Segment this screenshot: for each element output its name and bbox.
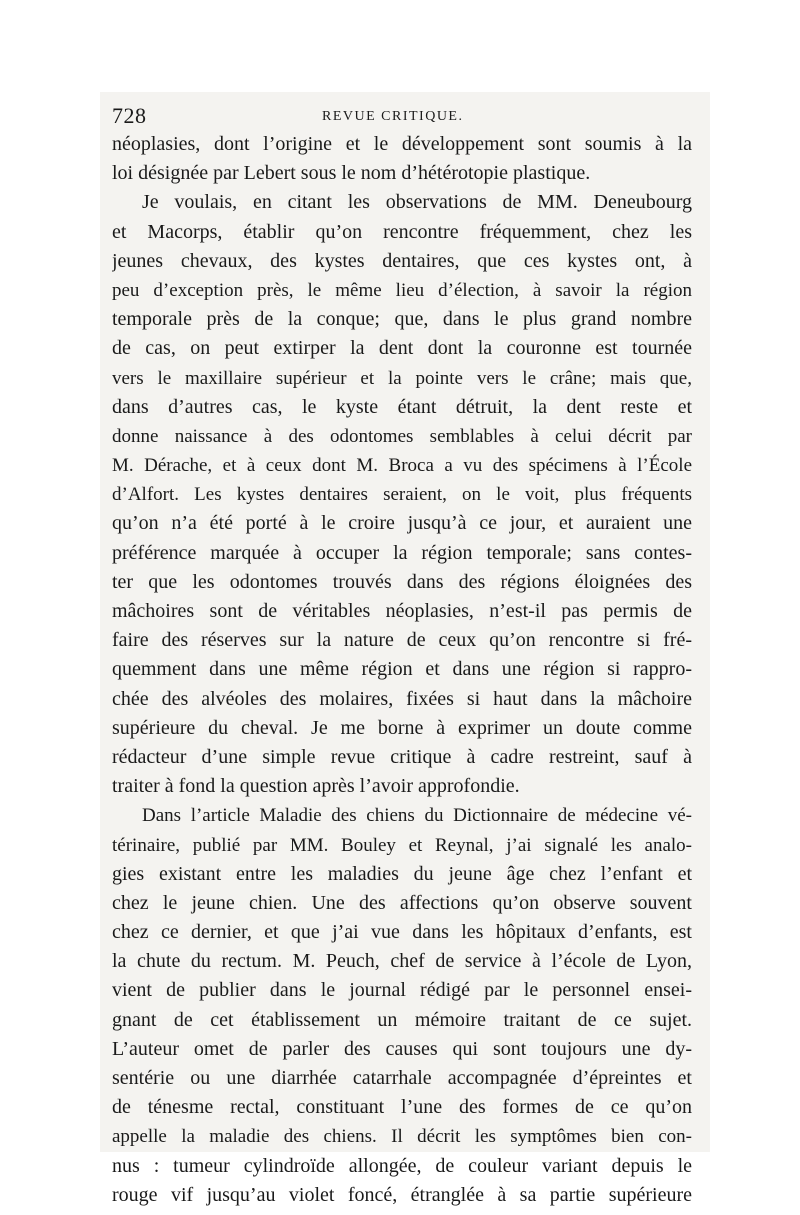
text-line: de cas, on peut extirper la dent dont la couronne est tournée <box>112 337 692 360</box>
text-line: dans d’autres cas, le kyste étant détruit, la dent reste et <box>112 395 692 418</box>
text-line: faire des réserves sur la nature de ceux qu’on rencontre si fré- <box>112 629 692 652</box>
text-line: rouge vif jusqu’au violet foncé, étranglée à sa partie supérieure <box>112 1183 692 1206</box>
text-line: Dans l’article Maladie des chiens du Dictionnaire de médecine vé- <box>142 805 692 827</box>
text-line: nus : tumeur cylindroïde allongée, de couleur variant depuis le <box>112 1154 692 1177</box>
text-line: chez le jeune chien. Une des affections qu’on observe souvent <box>112 891 692 914</box>
text-line: peu d’exception près, le même lieu d’élection, à savoir la région <box>112 279 692 301</box>
running-title: REVUE CRITIQUE. <box>322 109 464 124</box>
text-line: chez ce dernier, et que j’ai vue dans les hôpitaux d’enfants, est <box>112 921 692 944</box>
body-text <box>112 130 692 1210</box>
text-line: sentérie ou une diarrhée catarrhale accompagnée d’épreintes et <box>112 1067 692 1089</box>
text-line: supérieure du cheval. Je me borne à exprimer un doute comme <box>112 716 692 739</box>
text-line: gies existant entre les maladies du jeune âge chez l’enfant et <box>112 862 692 885</box>
text-line: temporale près de la conque; que, dans le plus grand nombre <box>112 308 692 331</box>
text-line: loi désignée par Lebert sous le nom d’hétérotopie plastique. <box>112 162 591 185</box>
text-line: la chute du rectum. M. Peuch, chef de service à l’école de Lyon, <box>112 950 692 973</box>
text-line: de ténesme rectal, constituant l’une des formes de ce qu’on <box>112 1096 692 1119</box>
text-line: d’Alfort. Les kystes dentaires seraient, on le voit, plus fréquents <box>112 484 692 506</box>
text-line: ter que les odontomes trouvés dans des régions éloignées des <box>112 570 692 593</box>
text-line: M. Dérache, et à ceux dont M. Broca a vu des spécimens à l’École <box>112 455 692 477</box>
text-line: jeunes chevaux, des kystes dentaires, que ces kystes ont, à <box>112 249 692 272</box>
text-line: appelle la maladie des chiens. Il décrit les symptômes bien con- <box>112 1126 692 1148</box>
text-line: vient de publier dans le journal rédigé par le personnel ensei- <box>112 979 692 1002</box>
text-line: traiter à fond la question après l’avoir approfondie. <box>112 775 520 798</box>
text-line: Je voulais, en citant les observations de MM. Deneubourg <box>142 191 692 214</box>
text-line: chée des alvéoles des molaires, fixées si haut dans la mâchoire <box>112 687 692 710</box>
text-line: vers le maxillaire supérieur et la pointe vers le crâne; mais que, <box>112 367 692 389</box>
text-line: donne naissance à des odontomes semblables à celui décrit par <box>112 425 692 447</box>
text-line: térinaire, publié par MM. Bouley et Reynal, j’ai signalé les analo- <box>112 834 692 856</box>
text-line: gnant de cet établissement un mémoire traitant de ce sujet. <box>112 1008 692 1031</box>
text-line: et Macorps, établir qu’on rencontre fréquemment, chez les <box>112 220 692 243</box>
text-line: qu’on n’a été porté à le croire jusqu’à ce jour, et auraient une <box>112 512 692 535</box>
text-line: préférence marquée à occuper la région temporale; sans contes- <box>112 541 692 564</box>
text-line: mâchoires sont de véritables néoplasies, n’est-il pas permis de <box>112 600 692 622</box>
page-number: 728 <box>112 103 147 128</box>
text-line: L’auteur omet de parler des causes qui sont toujours une dy- <box>112 1037 692 1060</box>
text-line: quemment dans une même région et dans une région si rappro- <box>112 658 692 681</box>
text-line: rédacteur d’une simple revue critique à cadre restreint, sauf à <box>112 745 692 768</box>
text-line: néoplasies, dont l’origine et le développement sont soumis à la <box>112 133 692 155</box>
